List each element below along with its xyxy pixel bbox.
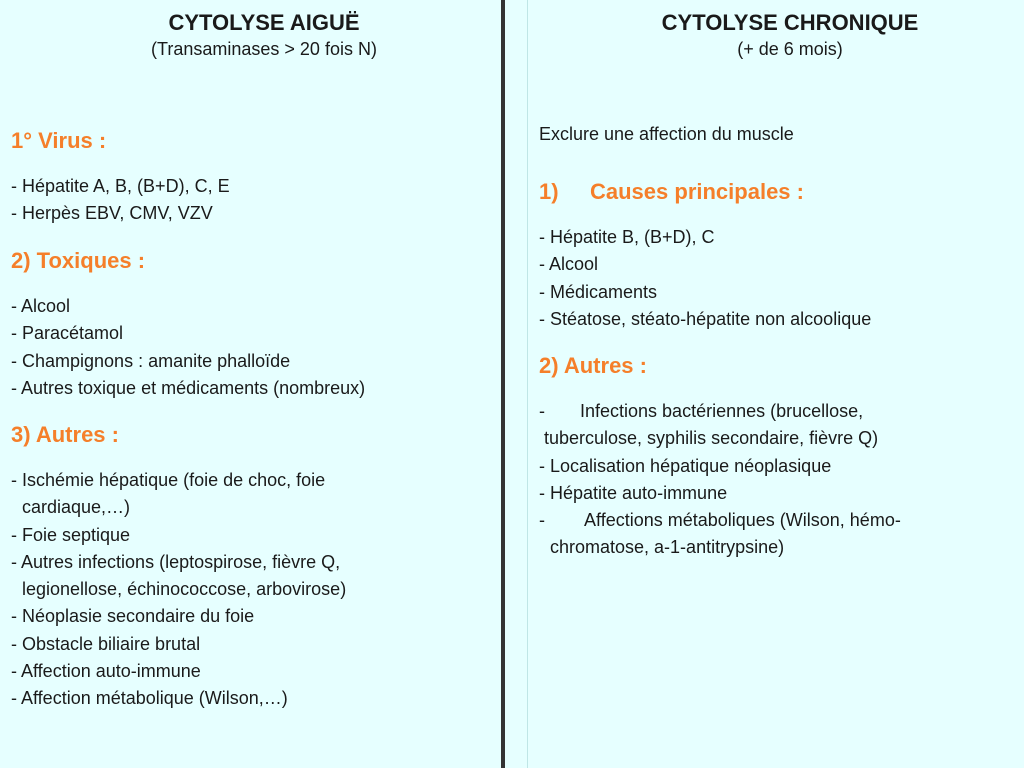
list-item: - Paracétamol — [11, 323, 124, 344]
list-item: - Herpès EBV, CMV, VZV — [11, 203, 213, 224]
list-item: - Obstacle biliaire brutal — [11, 633, 201, 654]
section-number: 1) — [539, 179, 559, 204]
column-divider — [501, 0, 505, 768]
list-item: - Hépatite A, B, (B+D), C, E — [11, 176, 230, 196]
list-item: - Foie septique — [11, 524, 131, 545]
list-item: - Autres toxique et médicaments (nombreux) — [11, 377, 366, 398]
right-section-causes — [539, 178, 871, 333]
left-section-toxiques-title: 2) Toxiques : — [11, 248, 146, 273]
left-column-subtitle: (Transaminases > 20 fois N) — [151, 39, 377, 59]
right-column — [528, 0, 1024, 558]
list-item: - Ischémie hépatique (foie de choc, foie — [11, 470, 326, 490]
list-item: - Affection auto-immune — [11, 661, 201, 682]
list-item-continuation: legionellose, échinococcose, arbovirose) — [22, 579, 347, 600]
intro-text: Exclure une affection du muscle — [539, 124, 794, 144]
left-section-autres — [11, 421, 346, 713]
faint-guide-line — [527, 0, 528, 768]
left-section-autres-title: 3) Autres : — [11, 422, 119, 447]
right-column-subtitle: (+ de 6 mois) — [737, 39, 843, 59]
right-section-autres-title: 2) Autres : — [539, 353, 647, 378]
list-item: - Stéatose, stéato-hépatite non alcoolique — [539, 308, 872, 329]
list-item-continuation: tuberculose, syphilis secondaire, fièvre Q) — [539, 428, 879, 449]
left-section-virus-title: 1° Virus : — [11, 128, 107, 153]
list-item: - Autres infections (leptospirose, fièvre Q, — [11, 551, 341, 572]
left-column — [0, 0, 500, 709]
right-column-title: CYTOLYSE CHRONIQUE — [661, 10, 919, 35]
right-intro — [539, 121, 794, 148]
list-item: - Hépatite auto-immune — [539, 482, 728, 503]
list-item: - Affections métaboliques (Wilson, hémo- — [539, 510, 901, 531]
right-section-causes-title — [539, 178, 871, 206]
left-section-virus — [11, 127, 230, 228]
list-item-continuation: cardiaque,…) — [22, 497, 131, 518]
list-item-continuation: chromatose, a-1-antitrypsine) — [550, 537, 785, 558]
left-column-title: CYTOLYSE AIGUË — [168, 10, 360, 35]
list-item: - Médicaments — [539, 281, 658, 302]
list-item: - Hépatite B, (B+D), C — [539, 227, 715, 247]
section-title-text: Causes principales : — [590, 179, 804, 204]
right-section-autres — [539, 352, 901, 562]
list-item: - Alcool — [11, 296, 71, 316]
list-item: - Infections bactériennes (brucellose, — [539, 401, 864, 421]
list-item: - Localisation hépatique néoplasique — [539, 455, 832, 476]
left-section-toxiques — [11, 247, 365, 402]
list-item: - Néoplasie secondaire du foie — [11, 606, 255, 627]
list-item: - Affection métabolique (Wilson,…) — [11, 688, 288, 709]
list-item: - Alcool — [539, 254, 599, 275]
list-item: - Champignons : amanite phalloïde — [11, 350, 291, 371]
